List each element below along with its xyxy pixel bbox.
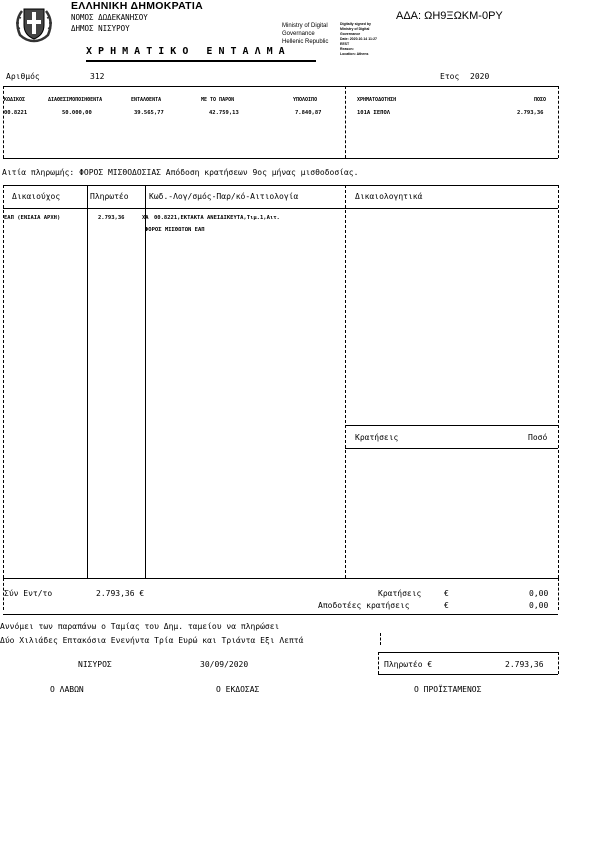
cell-code-line-1: 00.8221,ΕΚΤΑΚΤΑ ΑΝΕΙΔΙΚΕΥΤΑ,Τιμ.1,Αιτ. bbox=[154, 215, 280, 221]
payable-box-label: Πληρωτέο € bbox=[384, 660, 433, 669]
header-beneficiary: Δικαιούχος bbox=[12, 192, 61, 201]
cell-beneficiary: ΕΑΠ (ΕΝΙΑΙΑ ΑΡΧΗ) bbox=[4, 215, 61, 221]
withheld-value: 0,00 bbox=[529, 601, 549, 610]
budget-cell-available: 50.000,00 bbox=[62, 110, 92, 116]
year-value: 2020 bbox=[470, 72, 490, 81]
payable-box-top bbox=[378, 652, 558, 653]
budget-cell-current: 42.759,13 bbox=[209, 110, 239, 116]
deductions-top bbox=[345, 425, 558, 426]
signatory-head: Ο ΠΡΟΪΣΤΑΜΕΝΟΣ bbox=[414, 685, 482, 694]
ada-code: ΑΔΑ: ΩΗ9ΞΩΚΜ-0ΡΥ bbox=[396, 10, 503, 22]
main-col-1 bbox=[87, 185, 88, 578]
budget-cell-funding: 101Α ΣΕΠΟΛ bbox=[357, 110, 391, 116]
main-col-right bbox=[558, 185, 559, 578]
ministry-line-2: Governance bbox=[282, 31, 315, 37]
title-underline bbox=[86, 60, 316, 62]
totals-deductions-currency: € bbox=[444, 589, 449, 598]
payment-cause-label: Αιτία πληρωμής: bbox=[2, 168, 75, 177]
footer-place: ΝΙΣΥΡΟΣ bbox=[78, 660, 112, 669]
ministry-line-3: Hellenic Republic bbox=[282, 39, 329, 45]
main-col-3 bbox=[345, 185, 346, 578]
totals-top bbox=[3, 578, 558, 579]
budget-bottom-line bbox=[3, 158, 558, 159]
payable-box-left bbox=[378, 652, 379, 674]
greek-emblem-icon bbox=[10, 3, 58, 43]
footer-words-end bbox=[380, 633, 381, 645]
sig-line-5: EEST bbox=[340, 42, 350, 46]
budget-header-available: ΔΙΑΘΕΣΙΜΟΠΟΙΗΘΕΝΤΑ bbox=[48, 97, 103, 103]
budget-top-line bbox=[3, 86, 558, 87]
sig-line-3: Governance bbox=[340, 32, 361, 36]
sig-line-2: Ministry of Digital bbox=[340, 27, 370, 31]
budget-cell-remaining: 7.840,87 bbox=[295, 110, 322, 116]
sig-line-1: Digitally signed by bbox=[340, 22, 371, 26]
withheld-label: Αποδοτέες κρατήσεις bbox=[318, 601, 410, 610]
withheld-currency: € bbox=[444, 601, 449, 610]
main-col-2 bbox=[145, 185, 146, 578]
sum-value: 2.793,36 € bbox=[96, 589, 145, 598]
budget-header-funding: ΧΡΗΜΑΤΟΔΟΤΗΣΗ bbox=[357, 97, 397, 103]
main-col-left bbox=[3, 185, 4, 578]
deductions-amount-label: Ποσό bbox=[528, 433, 548, 442]
ministry-line-1: Ministry of Digital bbox=[282, 23, 328, 29]
deductions-label: Κρατήσεις bbox=[355, 433, 399, 442]
signature-meta bbox=[340, 22, 377, 57]
budget-header-current: ΜΕ ΤΟ ΠΑΡΟΝ bbox=[201, 97, 235, 103]
year-label: Ετος bbox=[440, 72, 460, 81]
header-code-reason: Κωδ.-Λογ/σμός-Παρ/κό-Αιτιολογία bbox=[149, 192, 299, 201]
republic-title: ΕΛΛΗΝΙΚΗ ΔΗΜΟΚΡΑΤΙΑ bbox=[71, 0, 203, 12]
footer-date: 30/09/2020 bbox=[200, 660, 249, 669]
payment-cause bbox=[2, 168, 358, 177]
document-title: Χ Ρ Η Μ Α Τ Ι Κ Ο Ε Ν Τ Α Λ Μ Α bbox=[86, 46, 285, 57]
header-payable: Πληρωτέο bbox=[90, 192, 129, 201]
cell-payable: 2.793,36 bbox=[98, 215, 125, 221]
municipality: ΔΗΜΟΣ ΝΙΣΥΡΟΥ bbox=[71, 24, 130, 33]
budget-header-amount: ΠΟΣΟ bbox=[534, 97, 547, 103]
totals-right-edge bbox=[558, 578, 559, 610]
budget-header-ordered: ΕΝΤΑΛΘΕΝΤΑ bbox=[131, 97, 162, 103]
cell-code-line-2: ΦΟΡΟΣ ΜΙΣΘΩΤΩΝ ΕΑΠ bbox=[145, 227, 205, 233]
number-label: Αριθμός bbox=[6, 72, 40, 81]
budget-header-code: ΚΩΔΙΚΟΣ bbox=[4, 97, 26, 103]
totals-bottom bbox=[3, 614, 558, 615]
deductions-header-bottom bbox=[345, 448, 558, 449]
budget-divider bbox=[345, 86, 346, 158]
cell-code-prefix: ΧΑ bbox=[142, 215, 149, 221]
budget-right-edge bbox=[558, 86, 559, 158]
totals-deductions-value: 0,00 bbox=[529, 589, 549, 598]
sum-label: Σύν Εντ/το bbox=[4, 589, 53, 598]
number-value: 312 bbox=[90, 72, 105, 81]
footer-instruction: Αννόμει των παραπάνω ο Ταμίας του Δημ. ταμείου να πληρώσει bbox=[0, 622, 280, 631]
budget-cell-amount: 2.793,36 bbox=[517, 110, 544, 116]
footer-amount-words: Δύο Χιλιάδες Επτακόσια Ενενήντα Τρία Ευρώ και Τριάντα Εξι Λεπτά bbox=[0, 636, 304, 645]
sig-line-7: Location: Athens bbox=[340, 52, 369, 56]
payment-cause-text: ΦΟΡΟΣ ΜΙΣΘΟΔΟΣΙΑΣ Απόδοση κρατήσεων 9ος μήνας μισθοδοσίας. bbox=[79, 168, 359, 177]
totals-deductions-label: Κρατήσεις bbox=[378, 589, 422, 598]
payable-box-value: 2.793,36 bbox=[505, 660, 544, 669]
budget-cell-ordered: 39.565,77 bbox=[134, 110, 164, 116]
header-supporting-docs: Δικαιολογητικά bbox=[355, 192, 423, 201]
prefecture: ΝΟΜΟΣ ΔΩΔΕΚΑΝΗΣΟΥ bbox=[71, 13, 148, 22]
signatory-issuer: Ο ΕΚΔΟΣΑΣ bbox=[216, 685, 260, 694]
signatory-receiver: Ο ΛΑΒΩΝ bbox=[50, 685, 84, 694]
budget-header-remaining: ΥΠΟΛΟΙΠΟ bbox=[293, 97, 318, 103]
sig-line-6: Reason: bbox=[340, 47, 354, 51]
budget-cell-code: 00.8221 bbox=[4, 110, 28, 116]
signature-ministry bbox=[282, 22, 328, 46]
sig-line-4: Date: 2020.10.14 11:27 bbox=[340, 37, 377, 41]
payable-box-right bbox=[558, 652, 559, 674]
payable-box-bottom bbox=[378, 674, 558, 675]
